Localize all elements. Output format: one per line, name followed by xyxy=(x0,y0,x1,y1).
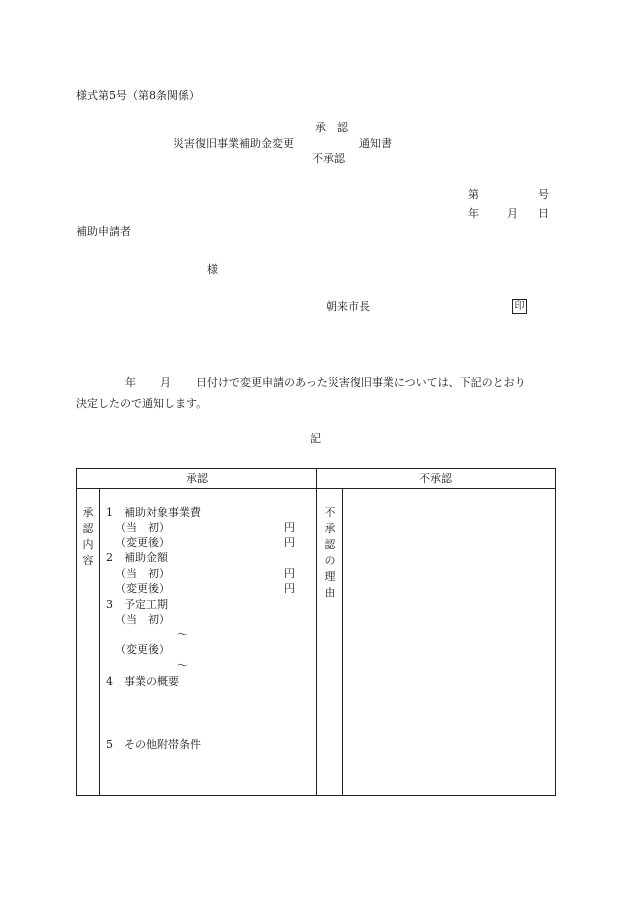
note-heading: 記 xyxy=(310,432,321,445)
item-2-label: 補助金額 xyxy=(124,551,168,564)
form-number: 様式第5号（第8条関係） xyxy=(76,89,200,102)
disapprove-label-divider xyxy=(342,488,343,796)
item-2-initial-yen: 円 xyxy=(284,567,295,580)
approve-content-label: 承認内容 xyxy=(82,506,94,567)
item-3-number: 3 xyxy=(106,598,113,611)
title-option-approve: 承 認 xyxy=(315,121,348,134)
seal-stamp: 印 xyxy=(512,299,527,314)
item-2-changed: （変更後） xyxy=(115,582,170,595)
disapprove-reason-label: 不承認の理由 xyxy=(324,506,336,599)
body-line-2: 決定したので通知します。 xyxy=(76,397,208,410)
item-2-number: 2 xyxy=(106,551,113,564)
item-2-changed-yen: 円 xyxy=(284,582,295,595)
item-1-label: 補助対象事業費 xyxy=(124,506,201,519)
item-4-number: 4 xyxy=(106,675,113,688)
item-2-initial: （当 初） xyxy=(115,567,170,580)
issuer-title: 朝来市長 xyxy=(326,300,370,313)
item-1-initial: （当 初） xyxy=(115,521,170,534)
item-5-number: 5 xyxy=(106,738,113,751)
issue-number-suffix: 号 xyxy=(538,188,549,201)
item-3-label: 予定工期 xyxy=(124,598,168,611)
table-column-divider xyxy=(316,468,317,796)
header-disapprove: 不承認 xyxy=(419,472,452,485)
recipient-honorific: 様 xyxy=(207,263,218,276)
title-option-disapprove: 不承認 xyxy=(312,152,345,165)
recipient-label: 補助申請者 xyxy=(76,225,131,238)
item-3-changed-tilde: ～ xyxy=(177,659,188,672)
item-1-initial-yen: 円 xyxy=(284,521,295,534)
item-3-initial-tilde: ～ xyxy=(177,628,188,641)
body-month: 月 xyxy=(160,376,171,389)
title-main: 災害復旧事業補助金変更 xyxy=(173,137,294,150)
title-suffix: 通知書 xyxy=(359,137,392,150)
item-1-changed-yen: 円 xyxy=(284,536,295,549)
item-5-label: その他附帯条件 xyxy=(124,738,201,751)
issue-number-prefix: 第 xyxy=(468,188,479,201)
approve-label-divider xyxy=(99,488,100,796)
item-1-number: 1 xyxy=(106,506,113,519)
item-1-changed: （変更後） xyxy=(115,536,170,549)
item-3-initial: （当 初） xyxy=(115,613,170,626)
issue-day: 日 xyxy=(538,207,549,220)
body-year: 年 xyxy=(125,376,136,389)
item-4-label: 事業の概要 xyxy=(124,675,179,688)
header-approve: 承認 xyxy=(186,472,208,485)
issue-year: 年 xyxy=(468,207,479,220)
issue-month: 月 xyxy=(507,207,518,220)
body-line-1: 日付けで変更申請のあった災害復旧事業については、下記のとおり xyxy=(196,376,526,389)
item-3-changed: （変更後） xyxy=(115,643,170,656)
